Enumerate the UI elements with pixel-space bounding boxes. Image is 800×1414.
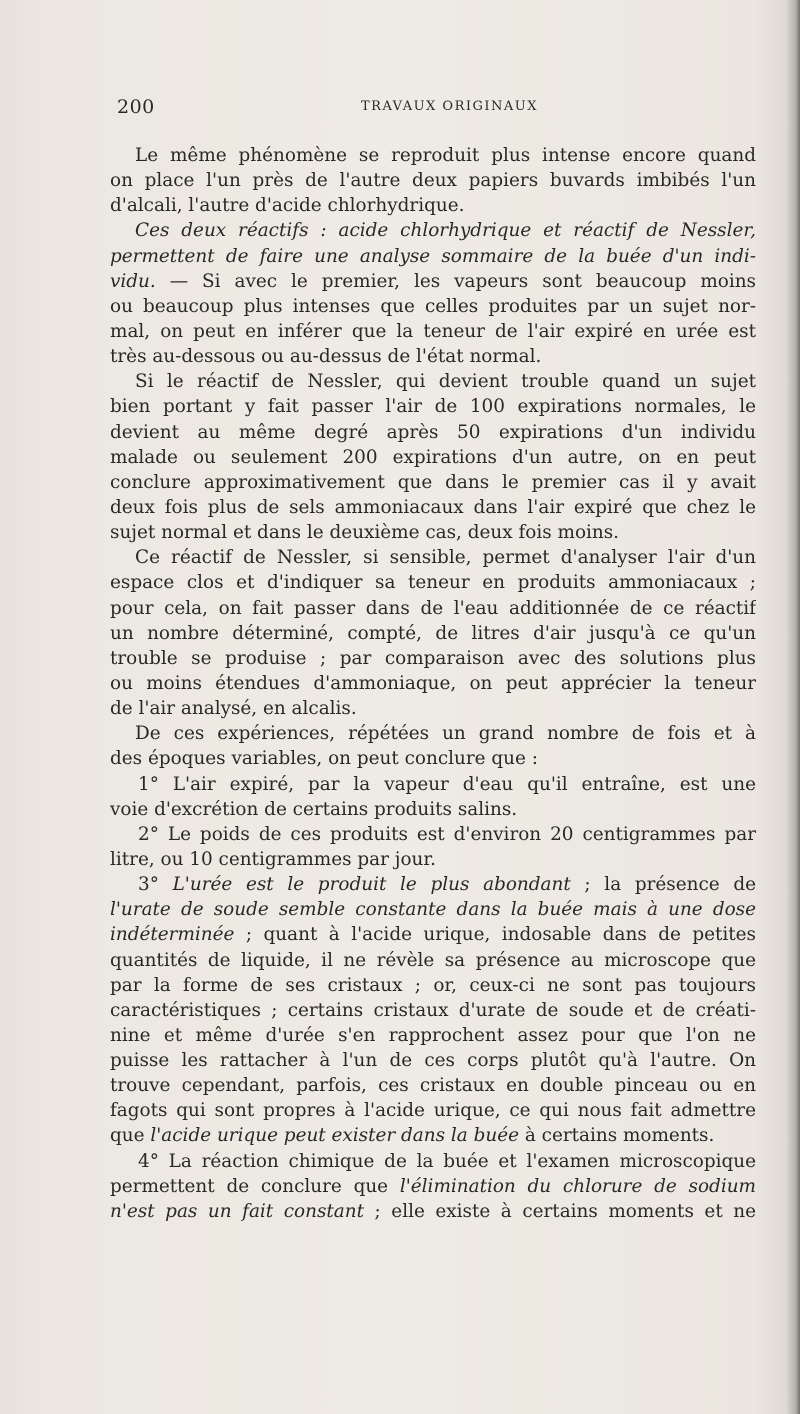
text-line-italic: Ces deux réactifs : acide chlorhydrique et réactif de Nessler,: [135, 220, 756, 242]
text-line: sujet normal et dans le deuxième cas, deux fois moins.: [110, 522, 620, 544]
text-line-mixed: n'est pas un fait constant ; elle existe à certains moments et ne: [110, 1200, 756, 1222]
text-line-mixed: que l'acide urique peut exister dans la buée à certains moments.: [110, 1125, 715, 1147]
page-number: 200: [117, 96, 155, 118]
text-line: par la forme de ses cristaux ; or, ceux-ci ne sont pas toujours: [110, 974, 756, 996]
text-line: 1° L'air expiré, par la vapeur d'eau qu'il entraîne, est une: [138, 773, 756, 795]
text-line: bien portant y fait passer l'air de 100 expirations normales, le: [110, 396, 756, 418]
text-line: deux fois plus de sels ammoniacaux dans l'air expiré que chez le: [110, 496, 756, 518]
text-line: trouve cependant, parfois, ces cristaux en double pinceau ou en: [110, 1075, 756, 1097]
text-line: Si le réactif de Nessler, qui devient trouble quand un sujet: [135, 371, 756, 393]
text-line-mixed: vidu. — Si avec le premier, les vapeurs sont beaucoup moins: [110, 270, 756, 292]
text-line: ou beaucoup plus intenses que celles produites par un sujet nor-: [110, 295, 756, 317]
text-line: mal, on peut en inférer que la teneur de l'air expiré en urée est: [110, 320, 756, 342]
text-line: Le même phénomène se reproduit plus intense encore quand: [135, 145, 756, 166]
text-line-mixed: 3° L'urée est le produit le plus abondant ; la présence de: [138, 874, 756, 896]
text-line: des époques variables, on peut conclure que :: [110, 748, 538, 770]
text-line: 2° Le poids de ces produits est d'environ 20 centigrammes par: [138, 823, 756, 845]
text-line: Ce réactif de Nessler, si sensible, permet d'analyser l'air d'un: [135, 547, 756, 569]
text-line: de l'air analysé, en alcalis.: [110, 698, 357, 720]
body-text: [110, 143, 756, 1224]
page-edge-shadow: [786, 0, 800, 1414]
text-line: conclure approximativement que dans le premier cas il y avait: [110, 471, 756, 493]
text-line: pour cela, on fait passer dans de l'eau additionnée de ce réactif: [110, 597, 756, 619]
text-line: nine et même d'urée s'en rapprochent assez pour que l'on ne: [110, 1024, 756, 1046]
text-line: voie d'excrétion de certains produits salins.: [110, 798, 518, 820]
text-line: De ces expériences, répétées un grand nombre de fois et à: [135, 723, 756, 745]
text-line: puisse les rattacher à l'un de ces corps plutôt qu'à l'autre. On: [110, 1050, 756, 1072]
text-line: trouble se produise ; par comparaison avec des solutions plus: [110, 647, 756, 669]
text-line: quantités de liquide, il ne révèle sa présence au microscope que: [110, 949, 756, 971]
text-line-mixed: permettent de conclure que l'élimination du chlorure de sodium: [110, 1175, 756, 1197]
page-header: [113, 96, 756, 124]
text-line: un nombre déterminé, compté, de litres d'air jusqu'à ce qu'un: [110, 622, 756, 644]
text-line-mixed: indéterminée ; quant à l'acide urique, indosable dans de petites: [110, 924, 756, 946]
text-line: fagots qui sont propres à l'acide urique, ce qui nous fait admettre: [110, 1100, 756, 1122]
text-line: litre, ou 10 centigrammes par jour.: [110, 848, 437, 870]
text-line: devient au même degré après 50 expirations d'un individu: [110, 421, 756, 443]
text-line: 4° La réaction chimique de la buée et l'examen microscopique: [138, 1150, 756, 1172]
running-title: TRAVAUX ORIGINAUX: [360, 99, 538, 114]
text-line-italic: permettent de faire une analyse sommaire de la buée d'un indi-: [110, 245, 756, 267]
text-line: on place l'un près de l'autre deux papiers buvards imbibés l'un: [110, 170, 756, 192]
text-line: malade ou seulement 200 expirations d'un autre, on en peut: [110, 446, 756, 468]
text-line-italic: l'urate de soude semble constante dans la buée mais à une dose: [110, 899, 756, 921]
text-line: ou moins étendues d'ammoniaque, on peut apprécier la teneur: [110, 672, 756, 694]
text-line: d'alcali, l'autre d'acide chlorhydrique.: [110, 195, 465, 217]
text-line: espace clos et d'indiquer sa teneur en produits ammoniacaux ;: [110, 572, 756, 594]
text-line: caractéristiques ; certains cristaux d'urate de soude et de créati-: [110, 999, 756, 1021]
text-line: très au-dessous ou au-dessus de l'état normal.: [110, 346, 542, 368]
